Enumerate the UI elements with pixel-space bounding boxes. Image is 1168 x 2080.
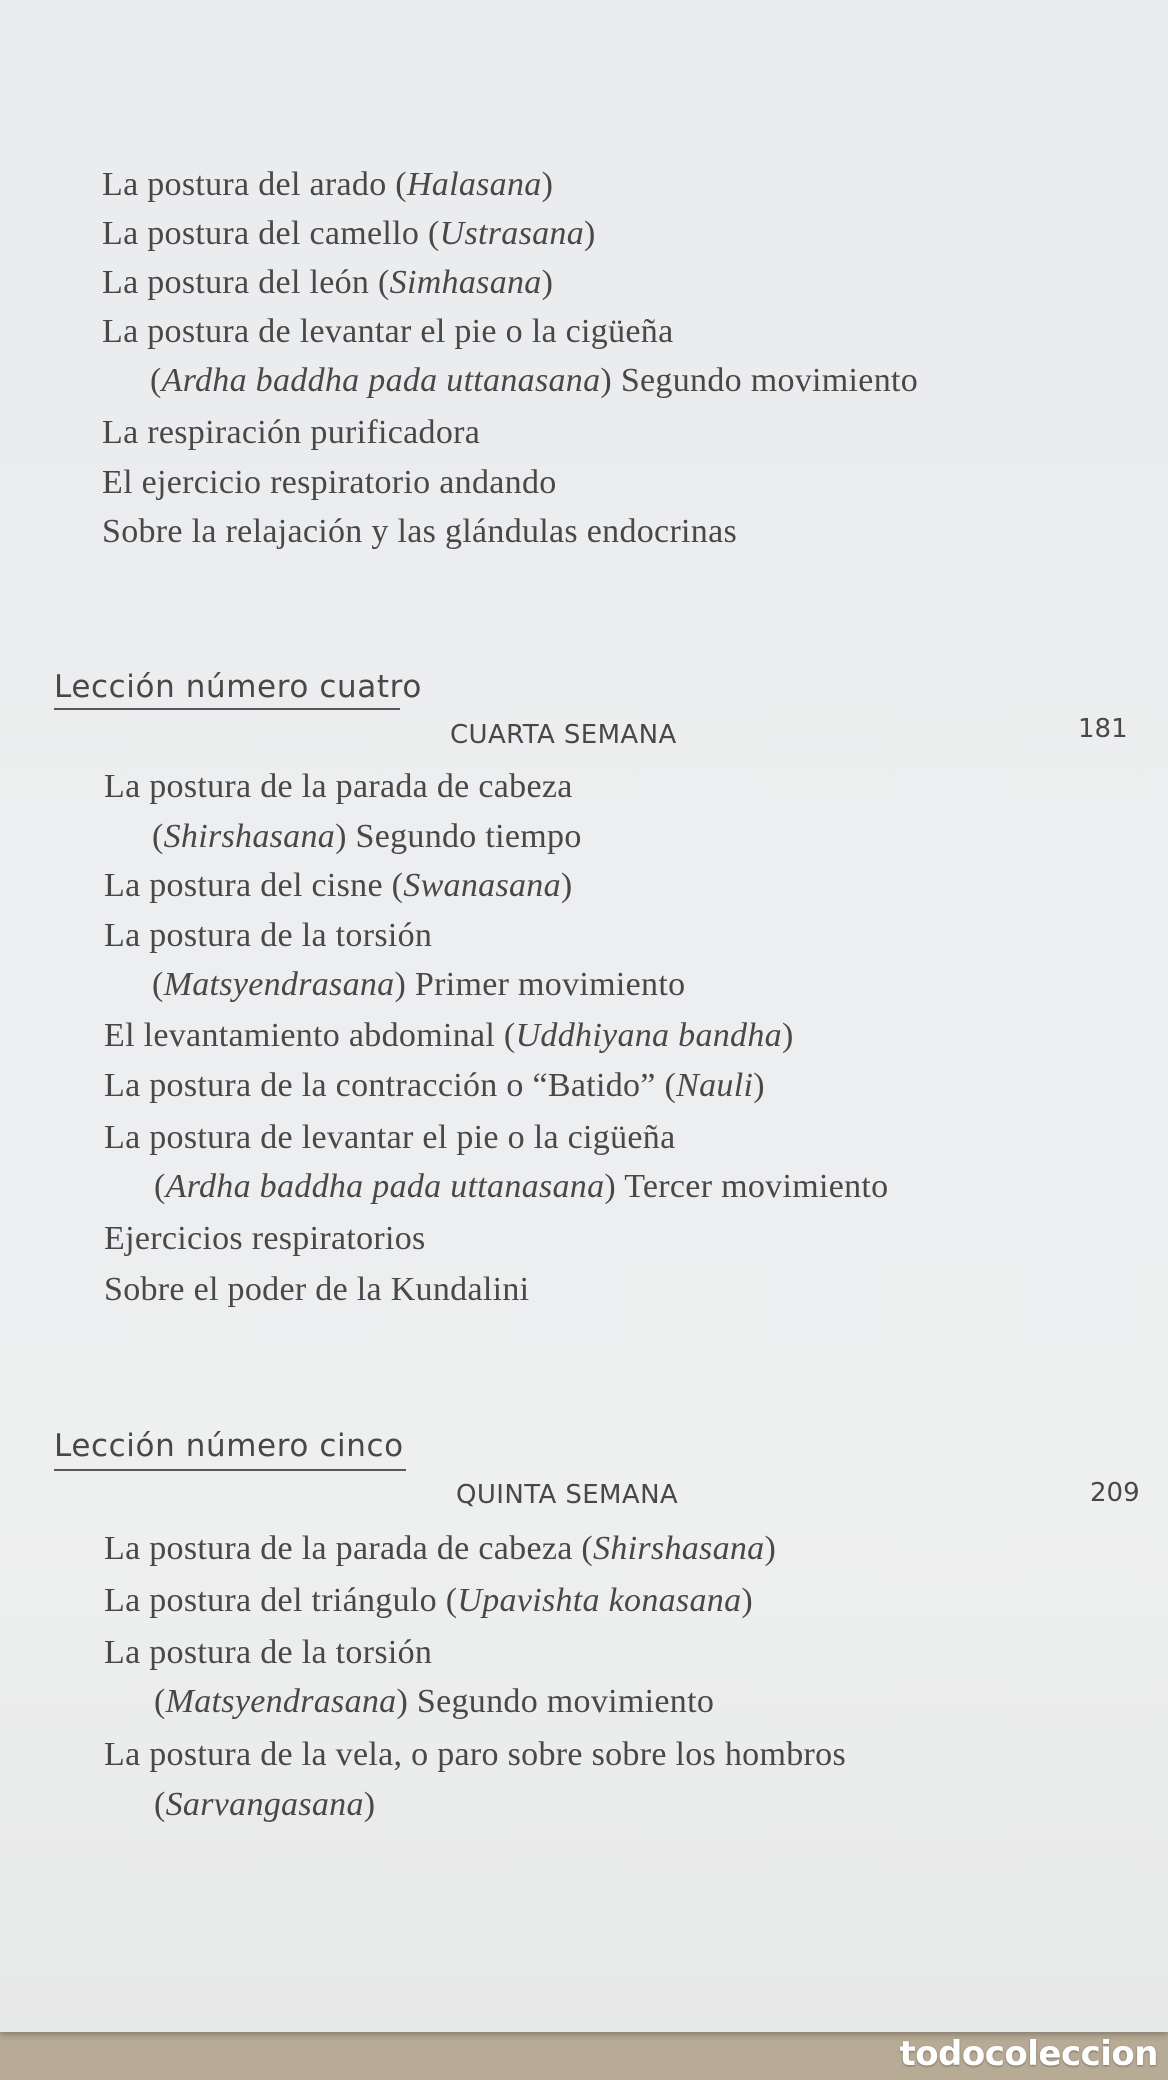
lesson-heading: Lección número cinco [54, 1428, 404, 1464]
toc-entry: La postura de la vela, o paro sobre sobre los hombros [104, 1736, 846, 1773]
toc-entry: La postura de la torsión [104, 1634, 433, 1671]
toc-entry-continuation: (Ardha baddha pada uttanasana) Tercer movimiento [154, 1168, 889, 1205]
toc-entry: El ejercicio respiratorio andando [102, 464, 557, 501]
toc-entry: La postura del cisne (Swanasana) [104, 867, 573, 904]
toc-entry: La postura de la parada de cabeza (Shirshasana) [104, 1530, 777, 1567]
toc-entry-continuation: (Shirshasana) Segundo tiempo [152, 818, 582, 855]
page-number: 209 [1090, 1478, 1140, 1508]
toc-entry: Ejercicios respiratorios [104, 1220, 426, 1257]
week-subheading: QUINTA SEMANA [456, 1480, 679, 1510]
toc-entry-continuation: (Ardha baddha pada uttanasana) Segundo movimiento [150, 362, 919, 399]
toc-entry: La postura del león (Simhasana) [102, 264, 554, 301]
page-number: 181 [1078, 714, 1128, 744]
toc-entry: Sobre el poder de la Kundalini [104, 1271, 530, 1308]
toc-entry: La postura de levantar el pie o la cigüeña [102, 313, 674, 350]
toc-entry: La postura de la contracción o “Batido” (Nauli) [104, 1067, 765, 1104]
toc-entry: La postura del camello (Ustrasana) [102, 215, 596, 252]
toc-entry-continuation: (Matsyendrasana) Primer movimiento [152, 966, 686, 1003]
watermark-logo: todocoleccion [899, 2034, 1158, 2074]
lesson-heading: Lección número cuatro [54, 669, 422, 705]
heading-underline [54, 1469, 406, 1471]
toc-entry: La postura del triángulo (Upavishta konasana) [104, 1582, 753, 1619]
toc-entry: La postura de levantar el pie o la cigüeña [104, 1119, 676, 1156]
toc-entry: El levantamiento abdominal (Uddhiyana bandha) [104, 1017, 794, 1054]
toc-entry: La postura de la torsión [104, 917, 433, 954]
toc-entry: La postura de la parada de cabeza [104, 768, 573, 805]
toc-entry-continuation: (Sarvangasana) [154, 1786, 376, 1823]
toc-entry: La respiración purificadora [102, 414, 481, 451]
toc-entry: La postura del arado (Halasana) [102, 166, 554, 203]
toc-entry: Sobre la relajación y las glándulas endocrinas [102, 513, 738, 550]
heading-underline [54, 708, 400, 710]
toc-entry-continuation: (Matsyendrasana) Segundo movimiento [154, 1683, 715, 1720]
week-subheading: CUARTA SEMANA [450, 720, 677, 750]
